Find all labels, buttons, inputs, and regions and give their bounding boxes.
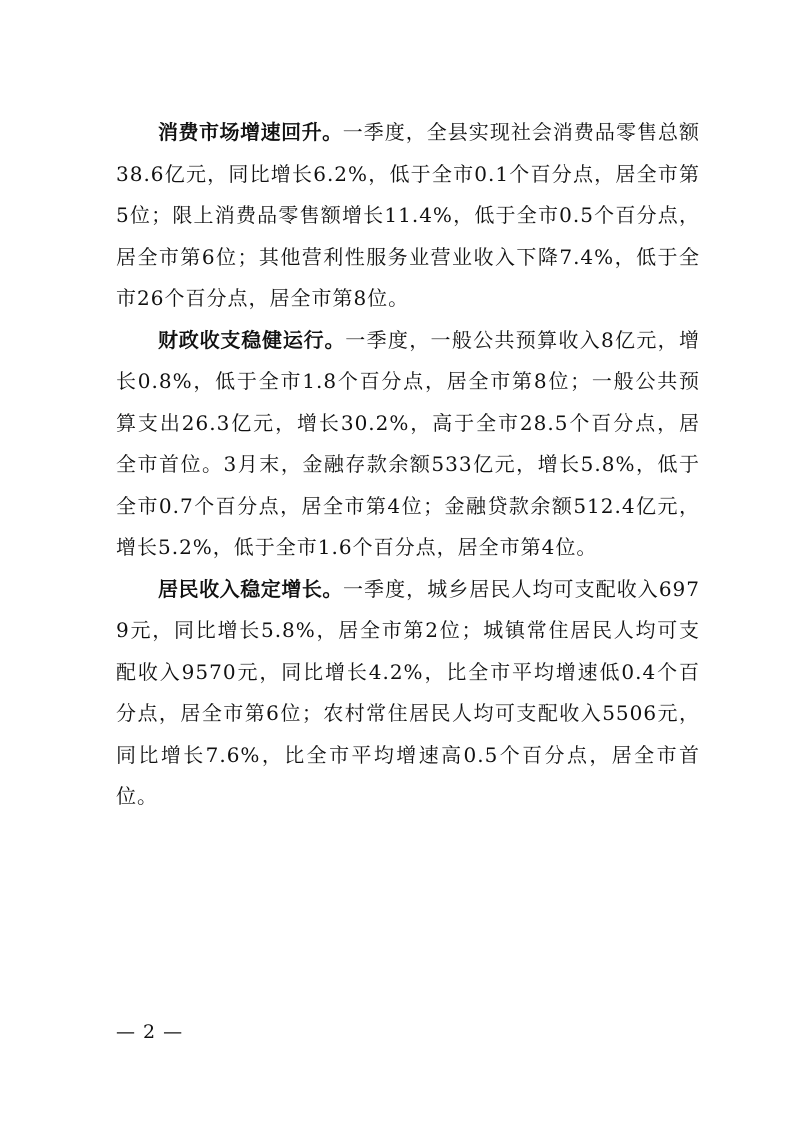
paragraph-heading: 消费市场增速回升。 [158,120,343,144]
paragraph-income [116,569,700,818]
paragraph-text: 一季度，一般公共预算收入8亿元，增长0.8%，低于全市1.8个百分点，居全市第8位；一般公共预算支出26.3亿元，增长30.2%，高于全市28.5个百分点，居全市首位。3月末，金融存款余额533亿元，增长5.8%，低于全市0.7个百分点，居全市第4位；金融贷款余额512.4亿元，增长5.2%，低于全市1.6个百分点，居全市第4位。 [116,327,700,559]
paragraph-finance [116,320,700,569]
paragraph-text: 一季度，城乡居民人均可支配收入6979元，同比增长5.8%，居全市第2位；城镇常住居民人均可支配收入9570元，同比增长4.2%，比全市平均增速低0.4个百分点，居全市第6位；农村常住居民人均可支配收入5506元，同比增长7.6%，比全市平均增速高0.5个百分点，居全市首位。 [116,576,700,808]
paragraph-heading: 财政收支稳健运行。 [158,327,346,352]
paragraph-text: 一季度，全县实现社会消费品零售总额38.6亿元，同比增长6.2%，低于全市0.1个百分点，居全市第5位；限上消费品零售额增长11.4%，低于全市0.5个百分点，居全市第6位；其他营利性服务业营业收入下降7.4%，低于全市26个百分点，居全市第8位。 [116,120,701,310]
paragraph-heading: 居民收入稳定增长。 [158,576,343,601]
paragraph-consumption [116,112,700,320]
document-body [116,112,700,818]
page-number: — 2 — [116,1021,184,1043]
